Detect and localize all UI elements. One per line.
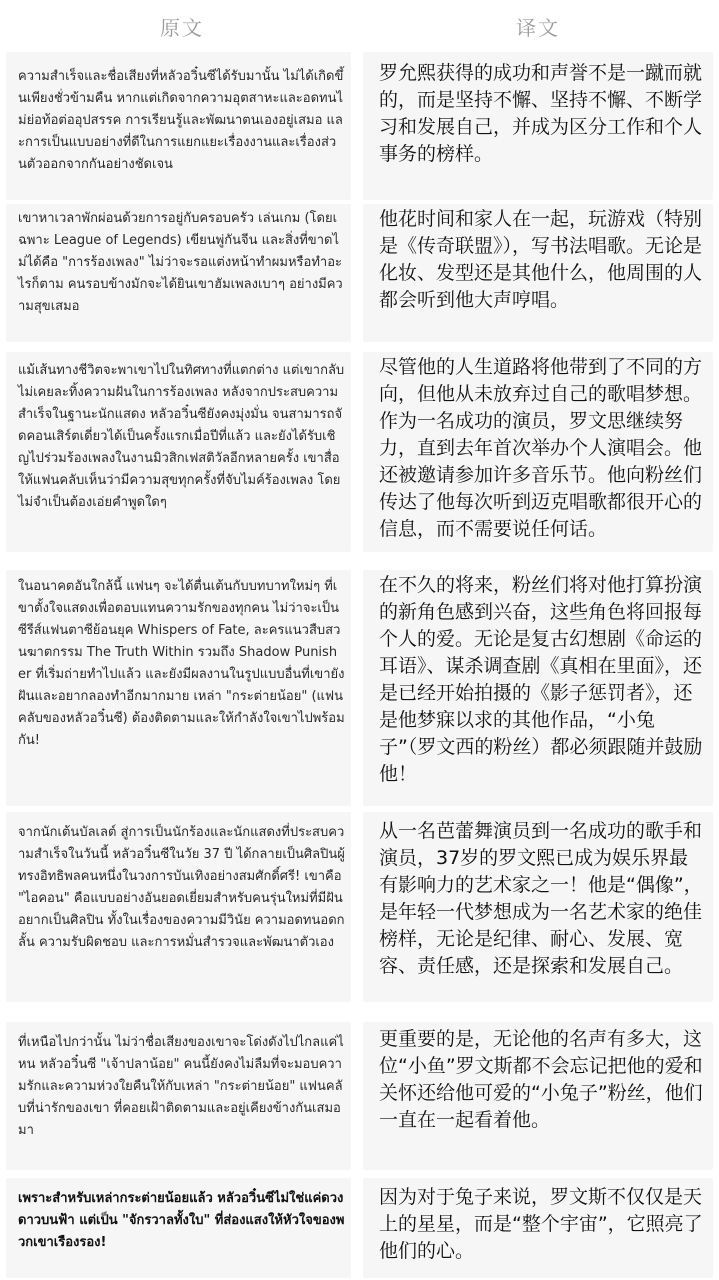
original-text: แม้เส้นทางชีวิตจะพาเขาไปในทิศทางที่แตกต่าง แต่เขากลับไม่เคยละทิ้งความฝันในการร้องเพลง หลังจากประสบความสำเร็จในฐานะนักแสดง หลัวอวิ๋นซียังคงมุ่งมั่น จนสามารถจัดคอนเสิร์ตเดี่ยวได้เป็นครั้งแรกเมื่อปีที่แล้ว และยังได้รับเชิญไปร่วมร้องเพลงในงานมิวสิกเฟสติวัลอีกหลายครั้ง เขาสื่อให้แฟนคลับเห็นว่ามีความสุขทุกครั้งที่จับไมค์ร้องเพลง โดยไม่จำเป็นต้องเอ่ยคำพูดใดๆ (18, 363, 345, 510)
translation-cell (363, 352, 713, 552)
translation-text: 因为对于兔子来说，罗文斯不仅仅是天上的星星，而是“整个宇宙”，它照亮了他们的心。 (379, 1186, 703, 1262)
original-cell (6, 570, 351, 806)
table-row (0, 570, 719, 806)
original-text: ความสำเร็จและชื่อเสียงที่หลัวอวิ๋นซีได้รับมานั้น ไม่ได้เกิดขึ้นเพียงชั่วข้ามคืน หากแต่เกิดจากความอุตสาหะและอดทนไม่ย่อท้อต่ออุปสรรค การเรียนรู้และพัฒนาตนเองอยู่เสมอ และการเป็นแบบอย่างที่ดีในการแยกแยะเรื่องงานและเรื่องส่วนตัวออกจากกันอย่างชัดเจน (18, 69, 344, 172)
table-row (0, 1022, 719, 1170)
translation-cell (363, 52, 713, 200)
original-cell (6, 1022, 351, 1170)
table-row (0, 1178, 719, 1278)
translation-cell (363, 1022, 713, 1170)
translation-cell (363, 812, 713, 1002)
table-row (0, 812, 719, 1002)
original-cell (6, 812, 351, 1002)
column-header (0, 0, 719, 52)
translation-cell (363, 204, 713, 342)
translation-text: 罗允熙获得的成功和声誉不是一蹴而就的，而是坚持不懈、坚持不懈、不断学习和发展自己，并成为区分工作和个人事务的榜样。 (379, 62, 703, 165)
original-text: เพราะสำหรับเหล่ากระต่ายน้อยแล้ว หลัวอวิ๋นซีไม่ใช่แค่ดวงดาวบนฟ้า แต่เป็น "จักรวาลทั้งใบ" ที่ส่องแสงให้หัวใจของพวกเขาเรืองรอง! (18, 1191, 345, 1250)
original-cell (6, 352, 351, 552)
translation-text: 从一名芭蕾舞演员到一名成功的歌手和演员，37岁的罗文熙已成为娱乐界最有影响力的艺术家之一！他是“偶像”，是年轻一代梦想成为一名艺术家的绝佳榜样，无论是纪律、耐心、发展、宽容、责任感，还是探索和发展自己。 (379, 820, 703, 977)
original-cell (6, 52, 351, 200)
translation-cell (363, 570, 713, 806)
original-cell (6, 1178, 351, 1278)
table-row (0, 352, 719, 552)
original-text: ในอนาคตอันใกล้นี้ แฟนๆ จะได้ตื่นเต้นกับบทบาทใหม่ๆ ที่เขาตั้งใจแสดงเพื่อตอบแทนความรักของทุกคน ไม่ว่าจะเป็นซีรีส์แฟนตาซีย้อนยุค Whispers of Fate, ละครแนวสืบสวนฆาตกรรม The Truth Within รวมถึง Shadow Punisher ที่เริ่มถ่ายทำไปแล้ว และยังมีผลงานในรูปแบบอื่นที่เขายังฝันและอยากลองทำอีกมากมาย เหล่า "กระต่ายน้อย" (แฟนคลับของหลัวอวิ๋นซี) ต้องติดตามและให้กำลังใจเขาไปพร้อมกัน! (18, 579, 345, 748)
translation-cell (363, 1178, 713, 1278)
translation-column-title: 译文 (516, 16, 560, 40)
translation-text: 尽管他的人生道路将他带到了不同的方向，但他从未放弃过自己的歌唱梦想。作为一名成功的演员，罗文思继续努力，直到去年首次举办个人演唱会。他还被邀请参加许多音乐节。他向粉丝们传达了他每次听到迈克唱歌都很开心的信息，而不需要说任何话。 (379, 356, 703, 540)
original-text: ที่เหนือไปกว่านั้น ไม่ว่าชื่อเสียงของเขาจะโด่งดังไปไกลแค่ไหน หลัวอวิ๋นซี "เจ้าปลาน้อย" คนนี้ยังคงไม่ลืมที่จะมอบความรักและความห่วงใยคืนให้กับเหล่า "กระต่ายน้อย" แฟนคลับที่น่ารักของเขา ที่คอยเฝ้าติดตามและอยู่เคียงข้างกันเสมอมา (18, 1035, 344, 1138)
table-row (0, 204, 719, 342)
table-row (0, 52, 719, 200)
original-text: จากนักเต้นบัลเลต์ สู่การเป็นนักร้องและนักแสดงที่ประสบความสำเร็จในวันนี้ หลัวอวิ๋นซีในวัย 37 ปี ได้กลายเป็นศิลปินผู้ทรงอิทธิพลคนหนึ่งในวงการบันเทิงอย่างสมศักดิ์ศรี! เขาคือ "ไอคอน" คือแบบอย่างอันยอดเยี่ยมสำหรับคนรุ่นใหม่ที่มีฝันอยากเป็นศิลปิน ทั้งในเรื่องของความมีวินัย ความอดทนอดกลั้น ความรับผิดชอบ และการหมั่นสำรวจและพัฒนาตัวเอง (18, 825, 345, 950)
translation-text: 更重要的是，无论他的名声有多大，这位“小鱼”罗文斯都不会忘记把他的爱和关怀还给他可爱的“小兔子”粉丝，他们一直在一起看着他。 (379, 1028, 703, 1131)
original-text: เขาหาเวลาพักผ่อนด้วยการอยู่กับครอบครัว เล่นเกม (โดยเฉพาะ League of Legends) เขียนพู่กันจีน และสิ่งที่ขาดไม่ได้คือ "การร้องเพลง" ไม่ว่าจะรอแต่งหน้าทำผมหรือทำอะไรก็ตาม คนรอบข้างมักจะได้ยินเขาฮัมเพลงเบาๆ อย่างมีความสุขเสมอ (18, 211, 343, 314)
original-column-title: 原文 (160, 16, 204, 40)
original-cell (6, 204, 351, 342)
translation-text: 在不久的将来，粉丝们将对他打算扮演的新角色感到兴奋，这些角色将回报每个人的爱。无论是复古幻想剧《命运的耳语》、谋杀调查剧《真相在里面》，还是已经开始拍摄的《影子惩罚者》，还是他梦寐以求的其他作品，“小兔子”（罗文西的粉丝）都必须跟随并鼓励他！ (379, 574, 703, 785)
translation-text: 他花时间和家人在一起，玩游戏（特别是《传奇联盟》），写书法唱歌。无论是化妆、发型还是其他什么，他周围的人都会听到他大声哼唱。 (379, 208, 703, 311)
